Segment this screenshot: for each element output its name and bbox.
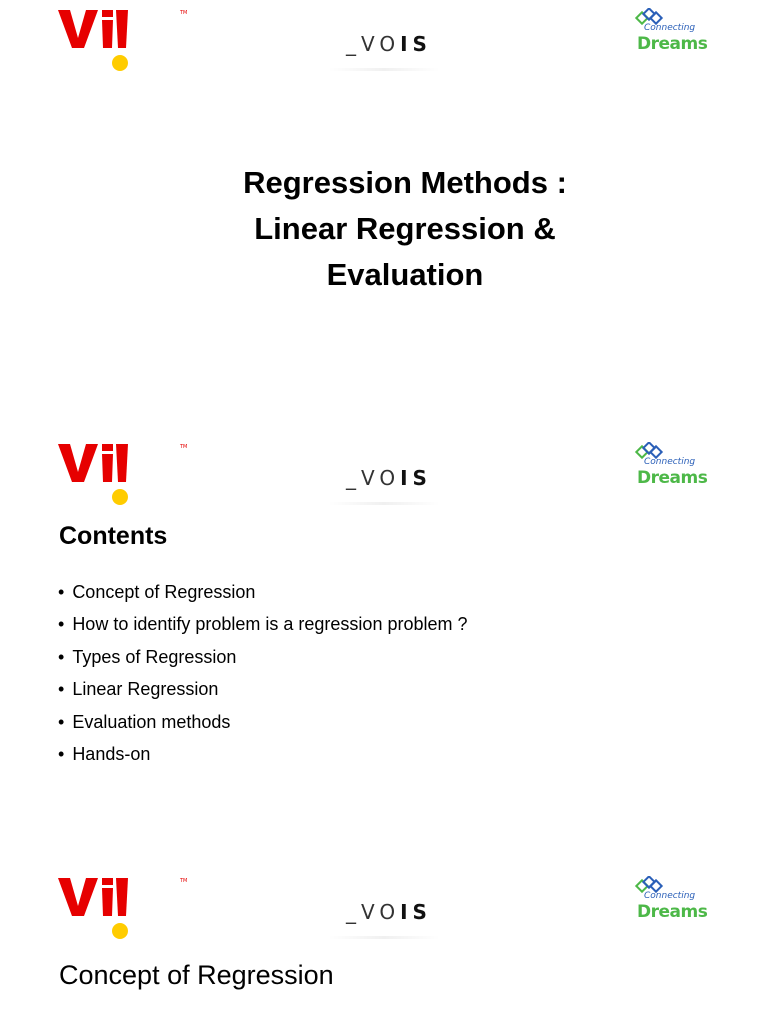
slide-contents — [0, 434, 768, 868]
connecting-text: Connecting — [644, 891, 696, 901]
list-item: • Concept of Regression — [58, 582, 256, 602]
vois-underline — [328, 68, 440, 71]
presentation-title — [0, 160, 768, 298]
title-line-1: Regression Methods : — [243, 165, 567, 200]
connecting-dreams-logo — [632, 876, 708, 928]
list-item: • Types of Regression — [58, 646, 237, 667]
slide-concept — [0, 868, 768, 1024]
list-item: • Hands-on — [58, 743, 151, 764]
dreams-text: Dreams — [637, 902, 708, 922]
slide-title — [0, 0, 768, 434]
list-item: • How to identify problem is a regression problem ? — [58, 614, 468, 635]
vi-trademark: TM — [180, 10, 188, 16]
connecting-dreams-logo — [632, 8, 708, 60]
contents-list — [58, 576, 468, 770]
vi-trademark: TM — [180, 444, 188, 450]
title-line-3: Evaluation — [326, 257, 484, 292]
vois-logo — [328, 900, 440, 940]
vi-logo-mark — [56, 8, 140, 74]
vois-wordmark: _VOIS — [346, 466, 432, 490]
vi-logo — [56, 876, 188, 942]
connecting-text: Connecting — [644, 457, 696, 467]
vi-logo — [56, 8, 188, 74]
vois-wordmark: _VOIS — [346, 900, 432, 924]
vi-trademark: TM — [180, 878, 188, 884]
connecting-text: Connecting — [644, 23, 696, 33]
vois-logo — [328, 32, 440, 72]
vi-logo — [56, 442, 188, 508]
connecting-dreams-logo — [632, 442, 708, 494]
contents-heading: Contents — [59, 522, 168, 550]
vois-underline — [328, 502, 440, 505]
vi-logo-mark — [56, 876, 140, 942]
vois-wordmark: _VOIS — [346, 32, 432, 56]
list-item: • Linear Regression — [58, 679, 219, 700]
list-item: • Evaluation methods — [58, 711, 231, 732]
vi-logo-mark — [56, 442, 140, 508]
title-line-2: Linear Regression & — [254, 211, 556, 246]
vois-logo — [328, 466, 440, 506]
dreams-text: Dreams — [637, 468, 708, 488]
vois-underline — [328, 936, 440, 939]
dreams-text: Dreams — [637, 34, 708, 54]
concept-heading: Concept of Regression — [59, 960, 334, 990]
